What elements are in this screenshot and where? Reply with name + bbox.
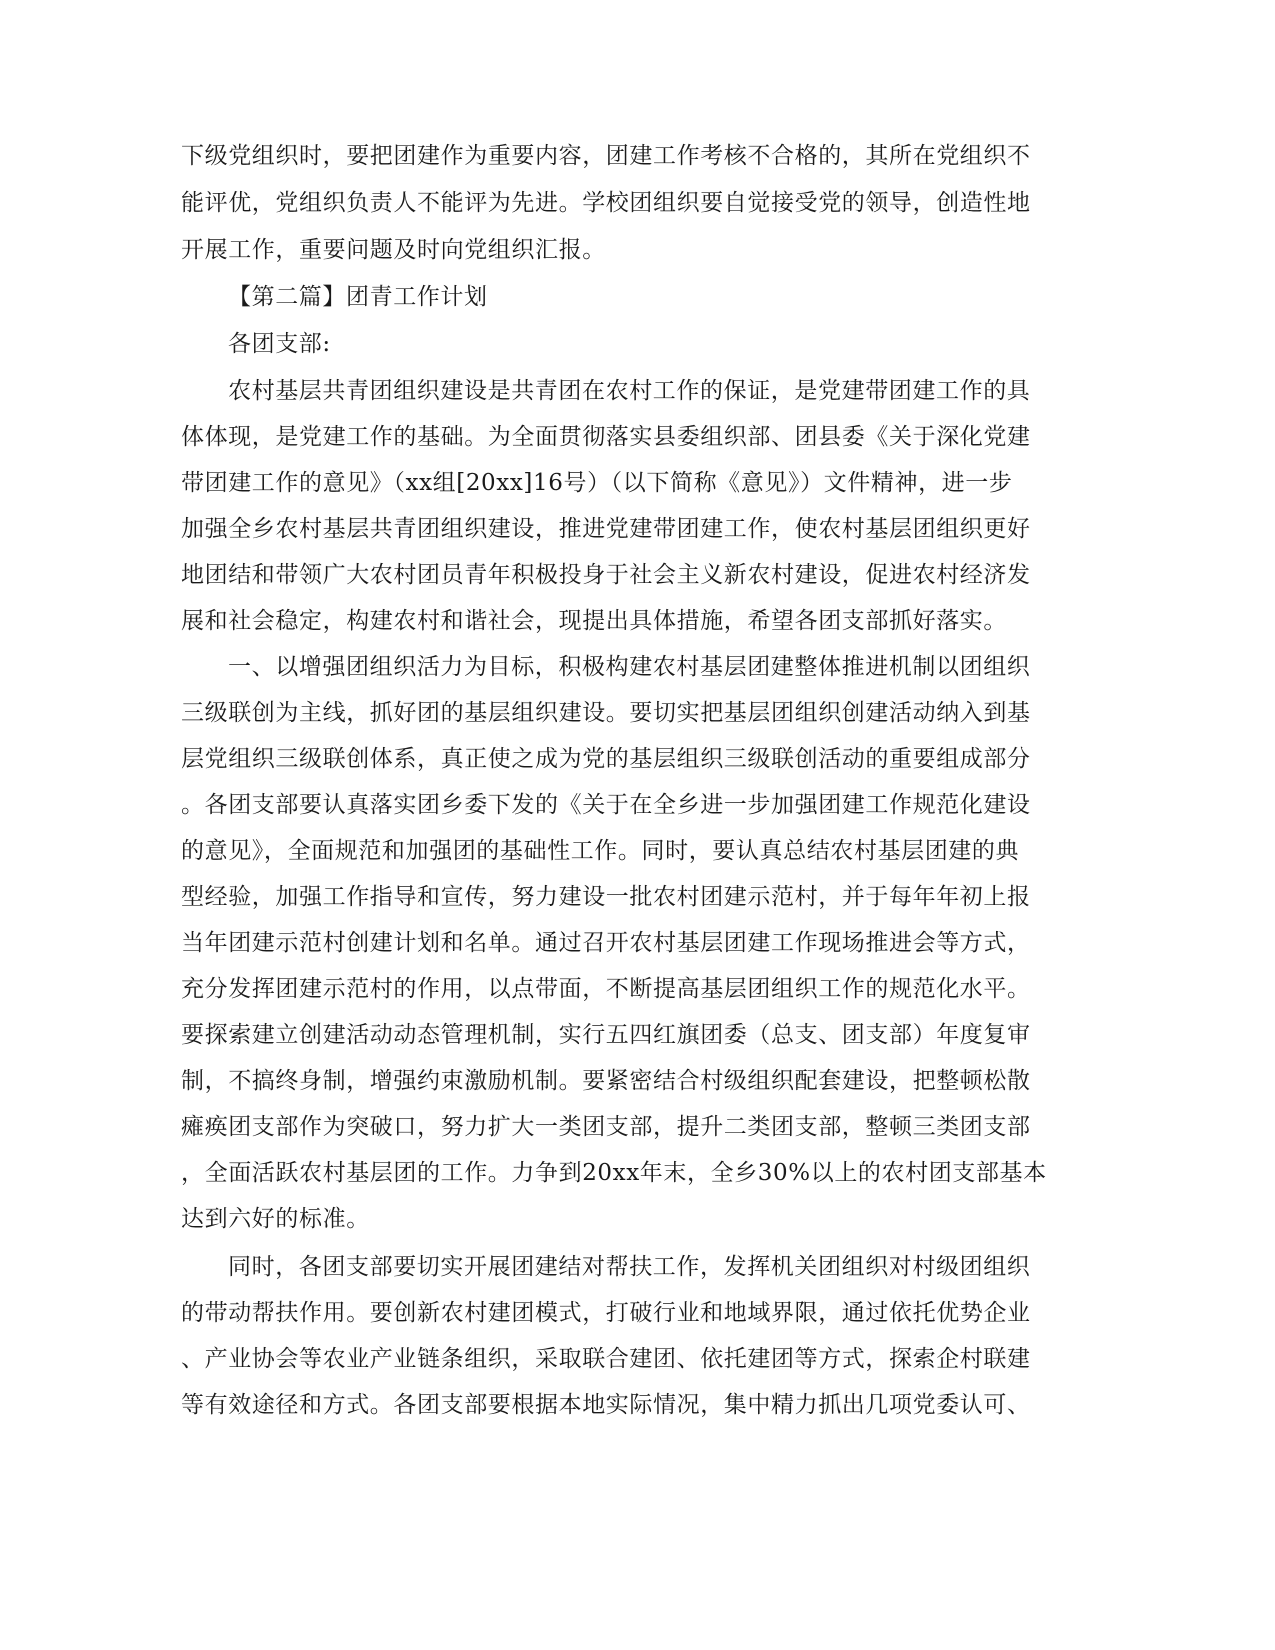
text-line: 三级联创为主线，抓好团的基层组织建设。要切实把基层团组织创建活动纳入到基 <box>181 700 1031 726</box>
text-line: 开展工作，重要问题及时向党组织汇报。 <box>181 237 606 263</box>
text-line: 当年团建示范村创建计划和名单。通过召开农村基层团建工作现场推进会等方式， <box>181 930 1031 956</box>
text-line: 型经验，加强工作指导和宣传，努力建设一批农村团建示范村，并于每年年初上报 <box>181 884 1031 910</box>
text-line: 下级党组织时，要把团建作为重要内容，团建工作考核不合格的，其所在党组织不 <box>181 143 1031 169</box>
text-line: 展和社会稳定，构建农村和谐社会，现提出具体措施，希望各团支部抓好落实。 <box>181 608 1007 634</box>
text-line: 加强全乡农村基层共青团组织建设，推进党建带团建工作，使农村基层团组织更好 <box>181 516 1031 542</box>
text-line: 体体现，是党建工作的基础。为全面贯彻落实县委组织部、团县委《关于深化党建 <box>181 424 1031 450</box>
text-line: 的带动帮扶作用。要创新农村建团模式，打破行业和地域界限，通过依托优势企业 <box>181 1300 1031 1326</box>
text-line: 能评优，党组织负责人不能评为先进。学校团组织要自觉接受党的领导，创造性地 <box>181 190 1031 216</box>
text-line: 要探索建立创建活动动态管理机制，实行五四红旗团委（总支、团支部）年度复审 <box>181 1022 1031 1048</box>
text-line: 带团建工作的意见》（xx组[20xx]16号）（以下简称《意见》）文件精神，进一步 <box>181 470 1013 496</box>
text-line: 一、以增强团组织活力为目标，积极构建农村基层团建整体推进机制以团组织 <box>228 654 1031 680</box>
section-heading: 【第二篇】团青工作计划 <box>228 284 488 310</box>
text-line: 制，不搞终身制，增强约束激励机制。要紧密结合村级组织配套建设，把整顿松散 <box>181 1068 1031 1094</box>
text-line: 充分发挥团建示范村的作用，以点带面，不断提高基层团组织工作的规范化水平。 <box>181 976 1031 1002</box>
text-line: 农村基层共青团组织建设是共青团在农村工作的保证，是党建带团建工作的具 <box>228 378 1031 404</box>
text-line: 的意见》，全面规范和加强团的基础性工作。同时，要认真总结农村基层团建的典 <box>181 838 1020 864</box>
text-line: 、产业协会等农业产业链条组织，采取联合建团、依托建团等方式，探索企村联建 <box>181 1346 1031 1372</box>
salutation: 各团支部: <box>228 331 331 357</box>
text-line: 瘫痪团支部作为突破口，努力扩大一类团支部，提升二类团支部，整顿三类团支部 <box>181 1114 1031 1140</box>
text-line: 。各团支部要认真落实团乡委下发的《关于在全乡进一步加强团建工作规范化建设 <box>181 792 1031 818</box>
text-line: 同时，各团支部要切实开展团建结对帮扶工作，发挥机关团组织对村级团组织 <box>228 1254 1031 1280</box>
text-line: 地团结和带领广大农村团员青年积极投身于社会主义新农村建设，促进农村经济发 <box>181 562 1031 588</box>
text-line: ，全面活跃农村基层团的工作。力争到20xx年末，全乡30%以上的农村团支部基本 <box>181 1160 1047 1186</box>
text-line: 等有效途径和方式。各团支部要根据本地实际情况，集中精力抓出几项党委认可、 <box>181 1392 1031 1418</box>
text-line: 达到六好的标准。 <box>181 1206 370 1232</box>
text-line: 层党组织三级联创体系，真正使之成为党的基层组织三级联创活动的重要组成部分 <box>181 746 1031 772</box>
